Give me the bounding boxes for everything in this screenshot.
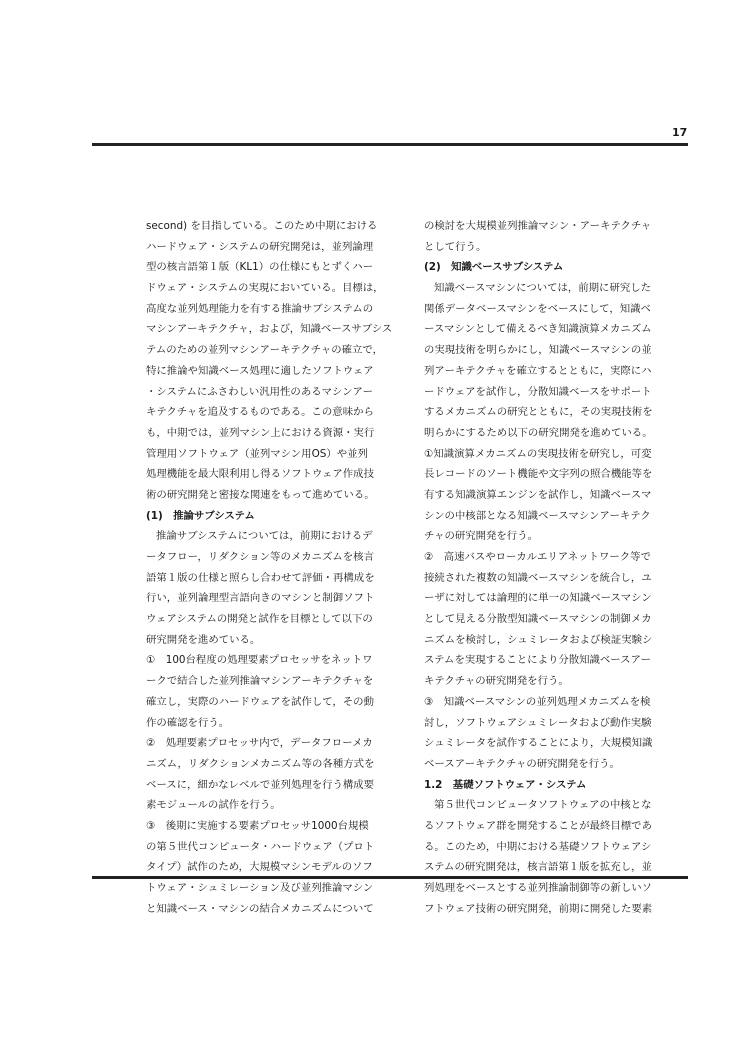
text-line: の実現技術を明らかにし，知識ベースマシンの並 [424,344,652,357]
text-line: 列処理をベースとする並列推論制御等の新しいソ [424,882,653,894]
text-line: シュミレータを試作することにより，大規模知識 [424,737,653,750]
text-line: 特に推論や知識ベース処理に適したソフトウェア [146,364,374,377]
text-line: の第５世代コンピュータ・ハードウェア（プロト [146,840,375,853]
text-line: シンの中核部となる知識ベースマシンアーキテク [424,509,651,522]
text-line: 明らかにするため以下の研究開発を進めている。 [424,426,653,439]
text-line: ースマシンとして備えるべき知識演算メカニズム [424,323,652,336]
text-line: キテクチャを追及するものである。この意味から [146,406,374,419]
text-line: マシンアーキテクチャ，および，知識ベースサブシス [146,323,393,336]
text-line: ドウェア・システムの実現においている。目標は， [146,282,384,295]
text-line: 語第１版の仕様と照らし合わせて評価・再構成を [146,571,375,584]
text-line: ベースアーキテクチャの研究開発を行う。 [424,757,620,770]
text-line: ③ 後期に実施する要素プロセッサ1000台規模 [146,819,369,832]
text-line: ークで結合した並列推論マシンアーキテクチャを [146,675,374,688]
text-line: ニズムを検討し，シュミレータおよび検証実験シ [424,633,653,646]
text-line: ードウェアを試作し，分散知識ベースをサポート [424,385,652,398]
text-line: 知識ベースマシンについては，前期に研究した [434,282,652,295]
text-line: ベースに，細かなレベルで並列処理を行う構成要 [146,778,375,791]
text-line: として見える分散型知識ベースマシンの制御メカ [424,613,652,626]
text-line: フトウェア技術の研究開発，前期に開発した要素 [424,902,653,915]
text-line: 処理機能を最大限利用し得るソフトウェア作成技 [146,468,374,481]
text-line: 高度な並列処理能力を有する推論サブシステムの [146,302,374,315]
text-line: 討し，ソフトウェアシュミレータおよび動作実験 [424,716,652,729]
text-line: タイプ）試作のため，大規模マシンモデルのソフ [146,861,373,874]
left-column [146,216,404,919]
text-line: キテクチャの研究開発を行う。 [424,675,569,688]
text-line: ウェアシステムの開発と試作を目標として以下の [146,613,373,626]
header-rule [92,143,688,146]
text-line: 接続された複数の知識ベースマシンを統合し，ユ [424,571,652,584]
text-line: second) を目指している。このため中期における [146,220,378,232]
text-line: 長レコードのソート機能や文字列の照合機能等を [424,468,653,481]
text-line: トウェア・シュミレーション及び並列推論マシン [146,882,374,894]
text-line: ① 100台程度の処理要素プロセッサをネットワ [146,654,373,667]
text-line: ③ 知識ベースマシンの並列処理メカニズムを検 [424,695,651,708]
text-line: 1.2 基礎ソフトウェア・システム [424,778,587,791]
text-line: 研究開発を進めている。 [146,633,261,646]
text-line: 型の核言語第１版（KL1）の仕様にもとずくハー [146,261,374,274]
text-line: チャの研究開発を行う。 [424,530,538,543]
text-line: 推論サブシステムについては，前期におけるデ [156,530,373,543]
text-line: ② 高速バスやローカルエリアネットワーク等で [424,551,651,563]
text-line: ①知識演算メカニズムの実現技術を研究し，可変 [424,447,652,460]
text-line: 列アーキテクチャを確立するとともに，実際にハ [424,364,652,377]
text-line: テムのための並列マシンアーキテクチャの確立で， [146,344,383,357]
text-line: ・システムにふさわしい汎用性のあるマシンアー [146,385,373,398]
right-column [424,216,690,919]
text-line: ② 処理要素プロセッサ内で，データフローメカ [146,737,373,750]
text-line: も，中期では，並列マシン上における資源・実行 [146,426,375,439]
text-line: るソフトウェア群を開発することが最終目標であ [424,819,652,832]
text-line: る。このため，中期における基礎ソフトウェアシ [424,840,652,853]
text-line: 作の確認を行う。 [146,716,230,729]
text-line: 管理用ソフトウェア（並列マシン用OS）や並列 [146,447,368,460]
text-line: ニズム，リダクションメカニズム等の各種方式を [146,757,375,770]
text-line: 第５世代コンピュータソフトウェアの中核とな [434,799,652,812]
text-line: (2) 知識ベースサブシステム [424,261,564,274]
text-line: ステムを実現することにより分散知識ベースアー [424,654,652,667]
text-line: ータフロー，リダクション等のメカニズムを核言 [146,551,374,563]
text-line: 素モジュールの試作を行う。 [146,799,281,812]
text-line: ハードウェア・システムの研究開発は，並列論理 [146,240,374,253]
text-line: するメカニズムの研究とともに，その実現技術を [424,406,653,419]
text-line: ステムの研究開発は，核言語第１版を拡充し，並 [424,861,652,874]
text-line: 有する知識演算エンジンを試作し，知識ベースマ [424,488,652,501]
text-line: ーザに対しては論理的に単一の知識ベースマシン [424,592,652,605]
text-line: と知識ベース・マシンの結合メカニズムについて [146,902,374,915]
text-line: 関係データベースマシンをベースにして，知識ベ [424,302,651,315]
text-line: の検討を大規模並列推論マシン・アーキテクチャ [424,220,652,232]
text-line: として行う。 [424,240,487,253]
text-line: 術の研究開発と密接な関連をもって進めている。 [146,488,375,501]
text-line: 行い，並列論理型言語向きのマシンと制御ソフト [146,592,375,605]
footer-rule [92,876,688,879]
text-line: 確立し，実際のハードウェアを試作して，その動 [146,695,374,708]
page-number: 17 [672,126,688,139]
text-line: (1) 推論サブシステム [146,509,255,522]
